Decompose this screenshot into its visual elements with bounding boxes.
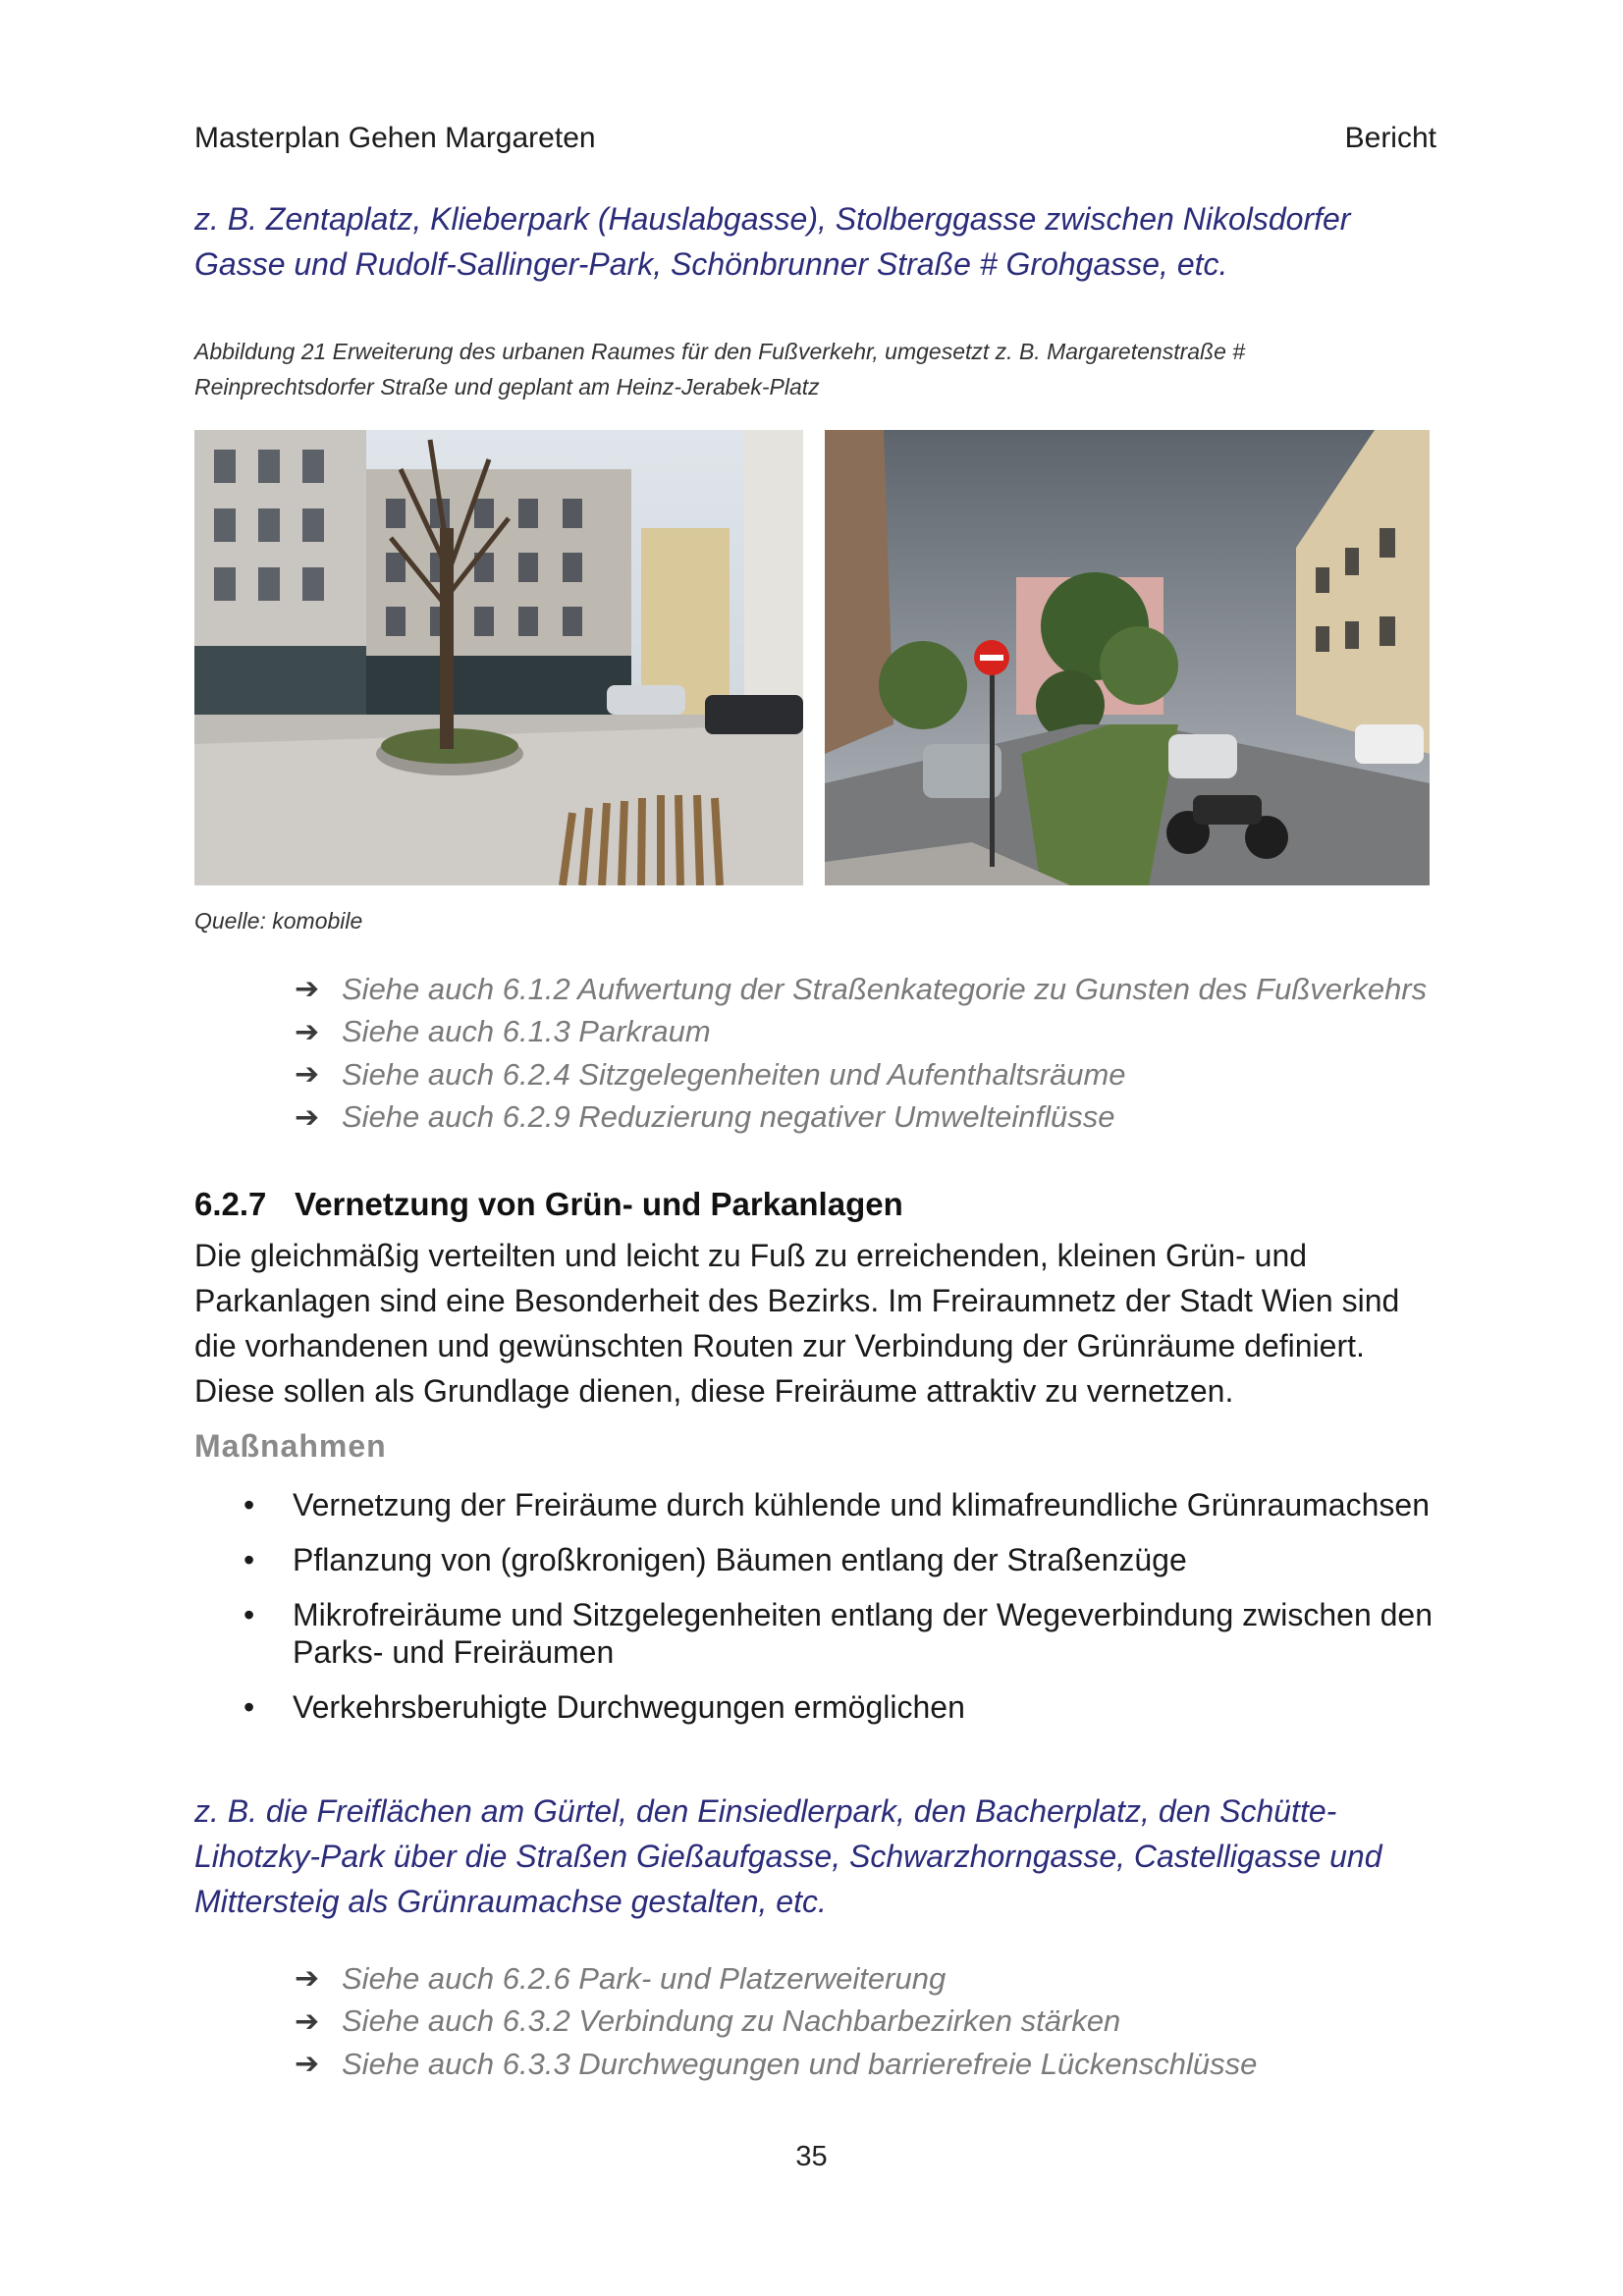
section-examples: z. B. die Freiflächen am Gürtel, den Einsiedlerpark, den Bacherplatz, den Schütte-Lihotzky-Park über die Straßen Gießaufgasse, Schwarzhorngasse, Castelligasse und Mittersteig als Grünraumachse gestalten, etc. [194, 1793, 1382, 1919]
see-also-item [295, 968, 1427, 1011]
measure-text: Vernetzung der Freiräume durch kühlende und klimafreundliche Grünraumachsen [293, 1487, 1430, 1522]
page-number: 35 [795, 2141, 828, 2172]
photo-street-illustration [825, 430, 1430, 885]
figure-source: Quelle: komobile [194, 908, 363, 934]
arrow-right-icon: ➔ [295, 1100, 320, 1134]
measure-text: Pflanzung von (großkronigen) Bäumen entlang der Straßenzüge [293, 1542, 1187, 1577]
see-also-text: Siehe auch 6.3.3 Durchwegungen und barrierefreie Lückenschlüsse [342, 2046, 1258, 2081]
section-number: 6.2.7 [194, 1186, 267, 1222]
see-also-item [295, 2001, 1257, 2044]
see-also-list-2 [295, 1957, 1257, 2086]
see-also-text: Siehe auch 6.3.2 Verbindung zu Nachbarbezirken stärken [342, 2003, 1121, 2039]
figure-caption-line-1: Abbildung 21 Erweiterung des urbanen Raumes für den Fußverkehr, umgesetzt z. B. Margaretenstraße # [194, 339, 1246, 364]
arrow-right-icon: ➔ [295, 973, 320, 1006]
arrow-right-icon: ➔ [295, 2004, 320, 2038]
section-body: Die gleichmäßig verteilten und leicht zu Fuß zu erreichenden, kleinen Grün- und Parkanlagen sind eine Besonderheit des Bezirks. Im Freiraumnetz der Stadt Wien sind die vorhandenen und gewünschten Routen zur Verbindung der Grünräume definiert. Diese sollen als Grundlage dienen, diese Freiräume attraktiv zu vernetzen. [194, 1238, 1400, 1409]
arrow-right-icon: ➔ [295, 1015, 320, 1048]
see-also-list-1 [295, 968, 1427, 1139]
measure-item [194, 1688, 1441, 1726]
arrow-right-icon: ➔ [295, 2048, 320, 2081]
see-also-item [295, 1053, 1427, 1096]
section-title: Vernetzung von Grün- und Parkanlagen [295, 1186, 903, 1222]
photo-square-margaretenstrasse [194, 430, 803, 885]
see-also-item [295, 1957, 1257, 2001]
page-header [194, 122, 1436, 157]
header-section: Bericht [1344, 122, 1436, 154]
arrow-right-icon: ➔ [295, 1058, 320, 1092]
see-also-text: Siehe auch 6.2.4 Sitzgelegenheiten und Aufenthaltsräume [342, 1056, 1126, 1092]
header-title: Masterplan Gehen Margareten [194, 122, 596, 154]
measure-text: Mikrofreiräume und Sitzgelegenheiten entlang der Wegeverbindung zwischen den Parks- und Freiräumen [293, 1597, 1434, 1670]
measures-heading: Maßnahmen [194, 1428, 387, 1464]
bullet-icon: • [243, 1542, 255, 1577]
see-also-text: Siehe auch 6.1.3 Parkraum [342, 1014, 711, 1049]
arrow-right-icon: ➔ [295, 1962, 320, 1996]
measure-text: Verkehrsberuhigte Durchwegungen ermöglichen [293, 1689, 965, 1725]
figure-caption-line-2: Reinprechtsdorfer Straße und geplant am Heinz-Jerabek-Platz [194, 374, 820, 400]
photo-street-reinprechtsdorfer [825, 430, 1430, 885]
measure-item [194, 1596, 1441, 1671]
measure-item [194, 1541, 1441, 1578]
see-also-text: Siehe auch 6.2.6 Park- und Platzerweiterung [342, 1960, 947, 1996]
figure-caption [194, 334, 1422, 404]
see-also-item [295, 2043, 1257, 2086]
section-heading [194, 1186, 903, 1223]
intro-examples: z. B. Zentaplatz, Klieberpark (Hauslabgasse), Stolberggasse zwischen Nikolsdorfer Gasse und Rudolf-Sallinger-Park, Schönbrunner Straße # Grohgasse, etc. [194, 201, 1351, 282]
see-also-text: Siehe auch 6.1.2 Aufwertung der Straßenkategorie zu Gunsten des Fußverkehrs [342, 971, 1428, 1006]
see-also-item [295, 1011, 1427, 1054]
measure-item [194, 1486, 1441, 1523]
bullet-icon: • [243, 1689, 255, 1725]
bullet-icon: • [243, 1487, 255, 1522]
photo-square-illustration [194, 430, 803, 885]
measures-list [194, 1486, 1441, 1743]
see-also-item [295, 1096, 1427, 1140]
see-also-text: Siehe auch 6.2.9 Reduzierung negativer Umwelteinflüsse [342, 1099, 1115, 1135]
bullet-icon: • [243, 1597, 255, 1632]
